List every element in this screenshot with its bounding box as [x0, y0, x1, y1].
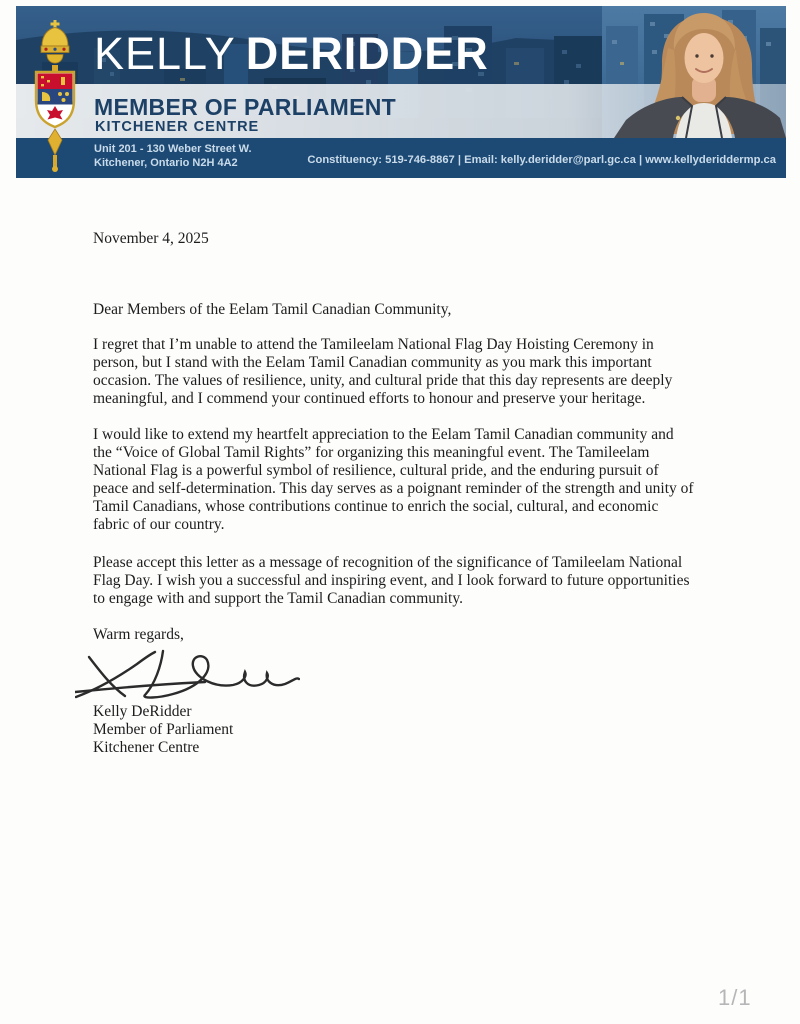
- handwritten-signature-icon: [75, 648, 300, 700]
- mp-last-name: DERIDDER: [245, 28, 489, 79]
- closing: Warm regards,: [93, 626, 184, 643]
- signer-name: Kelly DeRidder: [93, 703, 192, 720]
- paragraph-3: Please accept this letter as a message of recognition of the significance of Tamileelam National Flag Day. I wish you a successful and inspiring event, and I look forward to future opportunities to engage with and support the Tamil Canadian community.: [93, 554, 690, 607]
- signature: [75, 648, 694, 703]
- page-indicator: 1/1: [718, 985, 752, 1010]
- signer-riding: Kitchener Centre: [93, 739, 200, 756]
- signature-block: [93, 703, 694, 757]
- signer-title: Member of Parliament: [93, 721, 234, 738]
- mp-first-name: KELLY: [94, 28, 236, 79]
- paragraph-2: I would like to extend my heartfelt appreciation to the Eelam Tamil Canadian community and the “Voice of Global Tamil Rights” for organizing this meaningful event. The Tamileelam National Flag is a powerful symbol of resilience, cultural pride, and the enduring pursuit of peace and self-determination. This day serves as a poignant reminder of the strength and unity of Tamil Canadians, whose contributions continue to enrich the social, cultural, and economic fabric of our country.: [93, 426, 694, 533]
- mp-name: [94, 28, 489, 80]
- mp-constituency: KITCHENER CENTRE: [95, 119, 260, 135]
- letterhead: [16, 6, 786, 178]
- mp-role: MEMBER OF PARLIAMENT: [94, 94, 397, 120]
- letter-body: [93, 230, 694, 757]
- salutation: Dear Members of the Eelam Tamil Canadian Community,: [93, 301, 452, 318]
- address-line-2: Kitchener, Ontario N2H 4A2: [94, 157, 238, 169]
- office-address: [94, 142, 252, 170]
- contact-info: Constituency: 519-746-8867 | Email: kelly.deridder@parl.gc.ca | www.kellyderiddermp.ca: [307, 154, 776, 166]
- paragraph-1: I regret that I’m unable to attend the Tamileelam National Flag Day Hoisting Ceremony in person, but I stand with the Eelam Tamil Canadian community as you mark this important occasion. The values of resilience, unity, and cultural pride that this day represents are deeply meaningful, and I commend your continued efforts to honour and preserve your heritage.: [93, 336, 673, 407]
- letter-date: November 4, 2025: [93, 230, 209, 247]
- address-line-1: Unit 201 - 130 Weber Street W.: [94, 143, 252, 155]
